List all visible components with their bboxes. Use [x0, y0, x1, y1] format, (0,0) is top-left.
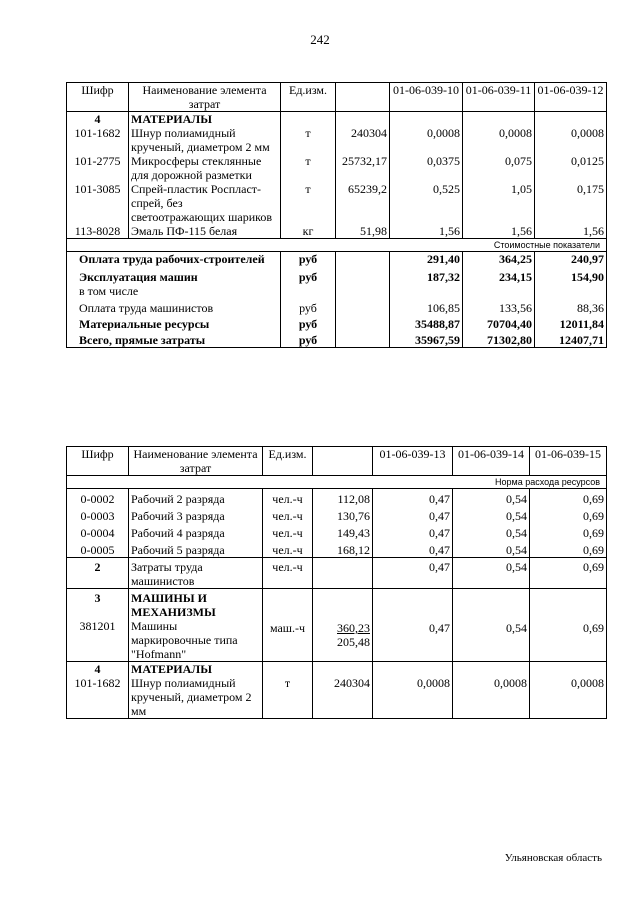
col-header-code: Шифр [67, 83, 129, 112]
cost-row [67, 252, 607, 267]
row-price: 51,98 [336, 224, 390, 239]
row-value: 0,0008 [463, 126, 535, 154]
row-value: 0,47 [373, 589, 453, 662]
cost-value: 240,97 [535, 252, 607, 267]
row-code: 0-0003 [67, 506, 129, 523]
cost-value: 12407,71 [535, 331, 607, 348]
row-value: 0,525 [390, 182, 463, 224]
row-value: 0,0008 [373, 662, 453, 719]
section-code: 4 [67, 112, 129, 127]
cost-unit: руб [281, 315, 336, 331]
cost-name: Всего, прямые затраты [67, 331, 281, 348]
col-header-11: 01-06-039-11 [463, 83, 535, 112]
row-code: 0-0002 [67, 489, 129, 507]
row-unit: маш.-ч [263, 589, 313, 662]
row-value: 0,69 [530, 506, 607, 523]
section-code: 4 [94, 662, 101, 676]
row-unit: т [281, 154, 336, 182]
section-name: МАТЕРИАЛЫ [131, 662, 212, 676]
row-code: 113-8028 [67, 224, 129, 239]
row-code: 0-0004 [67, 523, 129, 540]
row-code: 101-2775 [67, 154, 129, 182]
cost-row [67, 315, 607, 331]
cost-value: 88,36 [535, 298, 607, 315]
cost-value: 106,85 [390, 298, 463, 315]
row-unit: т [281, 182, 336, 224]
norm-caption: Норма расхода ресурсов [67, 476, 607, 489]
table-row [67, 506, 607, 523]
section-row [67, 112, 607, 127]
cost-row [67, 331, 607, 348]
resource-table-1 [66, 82, 607, 348]
row-unit: кг [281, 224, 336, 239]
col-header-price [313, 447, 373, 476]
row-unit: чел.-ч [263, 489, 313, 507]
cost-value: 364,25 [463, 252, 535, 267]
row-name: Микросферы стеклянные для дорожной разметки [129, 154, 281, 182]
section-name: МАШИНЫ И МЕХАНИЗМЫ [131, 591, 216, 619]
row-value: 0,075 [463, 154, 535, 182]
col-header-unit: Ед.изм. [263, 447, 313, 476]
col-header-name: Наименование элемента затрат [129, 447, 263, 476]
cost-value: 70704,40 [463, 315, 535, 331]
table-row [67, 558, 607, 589]
row-value: 0,0008 [530, 662, 607, 719]
caption-row [67, 476, 607, 489]
row-value: 1,05 [463, 182, 535, 224]
row-code: 0-0005 [67, 540, 129, 558]
row-value: 0,54 [453, 523, 530, 540]
cost-row [67, 266, 607, 284]
machine-row [67, 589, 607, 662]
row-name: Спрей-пластик Роспласт-спрей, без светоотражающих шариков [129, 182, 281, 224]
cost-value: 35488,87 [390, 315, 463, 331]
row-value: 0,54 [453, 589, 530, 662]
cost-value: 234,15 [463, 266, 535, 284]
row-value: 0,54 [453, 558, 530, 589]
section-name: МАТЕРИАЛЫ [129, 112, 281, 127]
row-value: 0,69 [530, 540, 607, 558]
table-row [67, 182, 607, 224]
table-row [67, 224, 607, 239]
row-name: Рабочий 2 разряда [129, 489, 263, 507]
row-value: 0,54 [453, 506, 530, 523]
row-value: 0,0008 [390, 126, 463, 154]
cost-unit: руб [281, 298, 336, 315]
row-unit: чел.-ч [263, 540, 313, 558]
page-number: 242 [310, 32, 330, 47]
cost-name: Материальные ресурсы [67, 315, 281, 331]
col-header-13: 01-06-039-13 [373, 447, 453, 476]
cost-unit: руб [281, 266, 336, 284]
col-header-12: 01-06-039-12 [535, 83, 607, 112]
cost-value: 133,56 [463, 298, 535, 315]
row-code: 101-3085 [67, 182, 129, 224]
row-name: Шнур полиамидный крученый, диаметром 2 мм [131, 676, 252, 718]
col-header-price [336, 83, 390, 112]
table-row [67, 489, 607, 507]
cost-row [67, 284, 607, 298]
row-name: Рабочий 3 разряда [129, 506, 263, 523]
row-price: 360,23 [337, 621, 370, 635]
row-value: 0,175 [535, 182, 607, 224]
row-name: Машины маркировочные типа "Hofmann" [131, 619, 238, 661]
row-value: 1,56 [535, 224, 607, 239]
cost-name: Оплата труда рабочих-строителей [67, 252, 281, 267]
row-code: 381201 [79, 619, 116, 633]
row-value: 0,47 [373, 558, 453, 589]
row-price: 65239,2 [336, 182, 390, 224]
row-unit: т [281, 126, 336, 154]
row-name: Шнур полиамидный крученый, диаметром 2 мм [129, 126, 281, 154]
table-header-row [67, 83, 607, 112]
cost-value: 187,32 [390, 266, 463, 284]
row-value: 0,47 [373, 489, 453, 507]
table-row [67, 154, 607, 182]
row-name: Рабочий 5 разряда [129, 540, 263, 558]
row-value: 0,69 [530, 589, 607, 662]
row-value: 1,56 [463, 224, 535, 239]
table-row [67, 523, 607, 540]
cost-unit: руб [281, 252, 336, 267]
row-value: 0,69 [530, 558, 607, 589]
row-price: 240304 [336, 126, 390, 154]
row-code: 101-1682 [74, 676, 121, 690]
resource-table-2 [66, 446, 607, 719]
row-price: 149,43 [313, 523, 373, 540]
col-header-14: 01-06-039-14 [453, 447, 530, 476]
cost-row [67, 298, 607, 315]
row-code: 2 [67, 558, 129, 589]
col-header-10: 01-06-039-10 [390, 83, 463, 112]
cost-name: Эксплуатация машин [67, 266, 281, 284]
row-value: 0,47 [373, 523, 453, 540]
row-unit: т [263, 662, 313, 719]
row-value: 0,54 [453, 489, 530, 507]
footer-region: Ульяновская область [504, 852, 602, 864]
col-header-name: Наименование элемента затрат [129, 83, 281, 112]
material-row [67, 662, 607, 719]
cost-value: 35967,59 [390, 331, 463, 348]
section-code: 3 [94, 591, 101, 605]
row-value: 0,47 [373, 540, 453, 558]
row-value: 0,0125 [535, 154, 607, 182]
cost-value: 71302,80 [463, 331, 535, 348]
row-price: 112,08 [313, 489, 373, 507]
row-value: 0,47 [373, 506, 453, 523]
row-price: 240304 [313, 662, 373, 719]
cost-name: Оплата труда машинистов [67, 298, 281, 315]
row-price: 130,76 [313, 506, 373, 523]
cost-value: 12011,84 [535, 315, 607, 331]
row-value: 0,54 [453, 540, 530, 558]
cost-value: 154,90 [535, 266, 607, 284]
row-value: 0,69 [530, 523, 607, 540]
row-price-secondary: 205,48 [337, 635, 370, 649]
row-name: Рабочий 4 разряда [129, 523, 263, 540]
cost-caption: Стоимостные показатели [67, 239, 607, 252]
caption-row [67, 239, 607, 252]
row-unit: чел.-ч [263, 558, 313, 589]
row-price: 168,12 [313, 540, 373, 558]
row-name: Затраты труда машинистов [129, 558, 263, 589]
col-header-code: Шифр [67, 447, 129, 476]
row-value: 0,0008 [535, 126, 607, 154]
row-value: 1,56 [390, 224, 463, 239]
col-header-15: 01-06-039-15 [530, 447, 607, 476]
col-header-unit: Ед.изм. [281, 83, 336, 112]
row-value: 0,0375 [390, 154, 463, 182]
row-value: 0,69 [530, 489, 607, 507]
row-value: 0,0008 [453, 662, 530, 719]
cost-unit: руб [281, 331, 336, 348]
row-name: Эмаль ПФ-115 белая [129, 224, 281, 239]
cost-value: 291,40 [390, 252, 463, 267]
row-unit: чел.-ч [263, 523, 313, 540]
table-row [67, 126, 607, 154]
table-row [67, 540, 607, 558]
table-header-row [67, 447, 607, 476]
cost-name: в том числе [67, 284, 281, 298]
row-code: 101-1682 [67, 126, 129, 154]
row-price: 25732,17 [336, 154, 390, 182]
row-unit: чел.-ч [263, 506, 313, 523]
